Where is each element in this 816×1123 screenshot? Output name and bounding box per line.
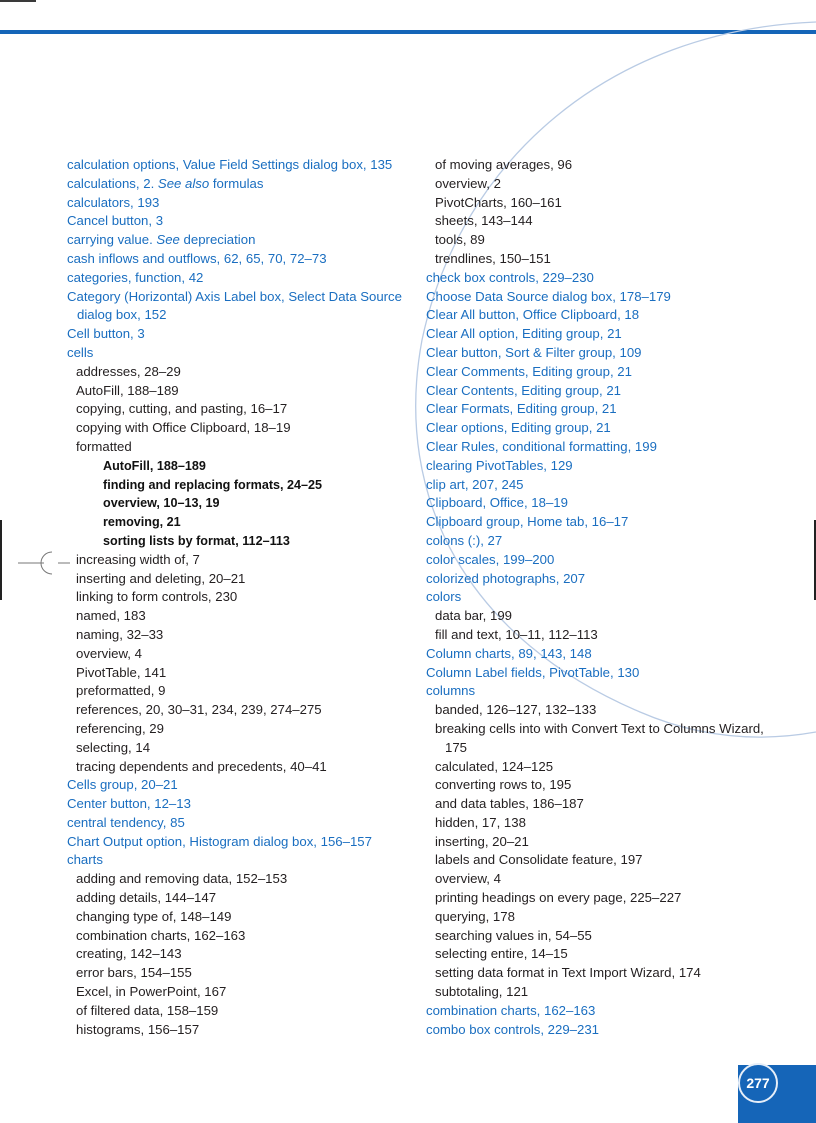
index-entry-level-0 xyxy=(426,588,776,607)
index-entry-text: finding and replacing formats, 24–25 xyxy=(103,477,323,492)
index-entry-text: searching values in, 54–55 xyxy=(435,927,592,943)
index-entry-text: Column Label fields, PivotTable, 130 xyxy=(426,664,640,680)
index-entry-text: sheets, 143–144 xyxy=(435,213,533,229)
index-entry-level-0 xyxy=(67,250,407,269)
index-entry-level-1 xyxy=(426,701,776,720)
index-entry-level-0 xyxy=(67,156,407,175)
index-entry-text: Chart Output option, Histogram dialog box, 156–157 xyxy=(67,833,372,849)
index-entry-text: addresses, 28–29 xyxy=(76,363,181,379)
index-entry-level-1 xyxy=(67,964,407,983)
index-entry-level-0 xyxy=(67,814,407,833)
index-entry-text: calculators, 193 xyxy=(67,194,160,210)
index-entry-level-0 xyxy=(426,363,776,382)
cross-reference-target: depreciation xyxy=(179,232,256,248)
index-entry-text: changing type of, 148–149 xyxy=(76,908,232,924)
index-entry-level-0 xyxy=(426,382,776,401)
index-entry-level-1 xyxy=(426,626,776,645)
index-entry-level-2 xyxy=(67,532,407,551)
index-entry-level-1 xyxy=(426,720,776,758)
index-entry-level-1 xyxy=(426,795,776,814)
index-entry-level-1 xyxy=(426,607,776,626)
index-entry-level-1 xyxy=(67,758,407,777)
index-entry-text: named, 183 xyxy=(76,608,146,624)
index-entry-text: adding details, 144–147 xyxy=(76,890,217,906)
index-entry-level-0 xyxy=(426,325,776,344)
index-entry-text: increasing width of, 7 xyxy=(76,551,200,567)
index-entry-level-1 xyxy=(67,570,407,589)
index-entry-level-0 xyxy=(426,476,776,495)
index-entry-text: setting data format in Text Import Wizard, 174 xyxy=(435,965,701,981)
index-entry-level-2 xyxy=(67,476,407,495)
index-entry-text: linking to form controls, 230 xyxy=(76,589,238,605)
index-entry-text: naming, 32–33 xyxy=(76,626,164,642)
index-entry-level-1 xyxy=(67,927,407,946)
index-entry-text: Clear Contents, Editing group, 21 xyxy=(426,382,621,398)
index-entry-level-1 xyxy=(67,682,407,701)
index-entry-level-1 xyxy=(426,194,776,213)
index-entry-text: Clear All button, Office Clipboard, 18 xyxy=(426,307,640,323)
index-entry-text: Center button, 12–13 xyxy=(67,796,191,812)
index-entry-level-1 xyxy=(67,382,407,401)
index-entry-text: cells xyxy=(67,344,94,360)
index-entry-level-1 xyxy=(67,664,407,683)
index-entry-level-0 xyxy=(426,457,776,476)
index-entry-level-1 xyxy=(67,945,407,964)
index-entry-level-1 xyxy=(67,1002,407,1021)
index-entry-level-0 xyxy=(426,344,776,363)
index-entry-level-0 xyxy=(426,288,776,307)
index-entry-level-0 xyxy=(67,795,407,814)
index-entry-text: Clear All option, Editing group, 21 xyxy=(426,326,622,342)
left-edge-mark xyxy=(0,520,2,600)
index-entry-level-0 xyxy=(67,776,407,795)
index-entry-text: Cell button, 3 xyxy=(67,326,145,342)
index-entry-text: Clear button, Sort & Filter group, 109 xyxy=(426,344,642,360)
page-number: 277 xyxy=(746,1075,770,1091)
index-entry-text: of filtered data, 158–159 xyxy=(76,1002,219,1018)
index-entry-level-1 xyxy=(67,588,407,607)
index-entry-text: combination charts, 162–163 xyxy=(76,927,246,943)
index-entry-text: preformatted, 9 xyxy=(76,683,166,699)
index-entry-level-1 xyxy=(67,701,407,720)
index-entry-text: AutoFill, 188–189 xyxy=(76,382,179,398)
index-entry-level-2 xyxy=(67,494,407,513)
index-entry-text: inserting and deleting, 20–21 xyxy=(76,570,246,586)
index-entry-level-0 xyxy=(426,1021,776,1040)
index-entry-text: AutoFill, 188–189 xyxy=(103,458,206,473)
index-entry-level-0 xyxy=(67,231,407,250)
index-entry-text: clip art, 207, 245 xyxy=(426,476,524,492)
index-entry-text: Clear options, Editing group, 21 xyxy=(426,420,611,436)
index-entry-text: formatted xyxy=(76,438,132,454)
cross-reference-label: See xyxy=(156,232,180,248)
index-entry-level-1 xyxy=(67,419,407,438)
index-entry-text: combo box controls, 229–231 xyxy=(426,1021,600,1037)
index-entry-text: removing, 21 xyxy=(103,515,181,530)
index-entry-text: creating, 142–143 xyxy=(76,946,182,962)
index-entry-level-1 xyxy=(67,908,407,927)
page-number-badge xyxy=(738,1063,778,1103)
index-entry-text: Clear Formats, Editing group, 21 xyxy=(426,401,617,417)
index-entry-text: breaking cells into with Convert Text to Columns Wizard, 175 xyxy=(435,720,764,755)
index-entry-text: of moving averages, 96 xyxy=(435,157,573,172)
index-entry-level-0 xyxy=(426,494,776,513)
index-entry-level-0 xyxy=(67,269,407,288)
index-entry-text: histograms, 156–157 xyxy=(76,1021,200,1037)
index-entry-text: copying, cutting, and pasting, 16–17 xyxy=(76,401,288,417)
header-rule xyxy=(0,30,816,34)
index-entry-level-1 xyxy=(426,814,776,833)
index-entry-level-0 xyxy=(426,645,776,664)
index-entry-text: banded, 126–127, 132–133 xyxy=(435,702,597,718)
index-entry-level-0 xyxy=(67,288,407,326)
index-entry-level-0 xyxy=(67,175,407,194)
index-entry-level-1 xyxy=(67,551,407,570)
index-entry-level-1 xyxy=(67,720,407,739)
index-entry-text: and data tables, 186–187 xyxy=(435,796,584,812)
index-entry-text: Clear Comments, Editing group, 21 xyxy=(426,363,632,379)
index-entry-level-1 xyxy=(67,607,407,626)
index-entry-text: error bars, 154–155 xyxy=(76,965,192,981)
index-entry-level-1 xyxy=(426,212,776,231)
index-entry-level-1 xyxy=(67,739,407,758)
index-entry-level-2 xyxy=(67,513,407,532)
index-entry-text: adding and removing data, 152–153 xyxy=(76,871,288,887)
index-entry-text: Excel, in PowerPoint, 167 xyxy=(76,984,227,1000)
index-entry-level-0 xyxy=(426,532,776,551)
index-entry-level-0 xyxy=(426,419,776,438)
index-entry-level-1 xyxy=(426,927,776,946)
index-entry-text: Category (Horizontal) Axis Label box, Select Data Source dialog box, 152 xyxy=(67,288,402,323)
index-entry-text: PivotCharts, 160–161 xyxy=(435,194,562,210)
index-entry-level-0 xyxy=(426,1002,776,1021)
index-entry-text: querying, 178 xyxy=(435,908,515,924)
index-entry-text: selecting, 14 xyxy=(76,739,151,755)
index-entry-text: overview, 2 xyxy=(435,175,501,191)
index-entry-text: calculations, 2. xyxy=(67,175,158,191)
index-column-right xyxy=(426,156,776,1039)
index-entry-text: overview, 4 xyxy=(76,645,142,661)
index-entry-level-1 xyxy=(426,833,776,852)
index-entry-text: PivotTable, 141 xyxy=(76,664,167,680)
index-entry-level-0 xyxy=(426,682,776,701)
index-entry-level-1 xyxy=(67,1021,407,1040)
index-entry-level-0 xyxy=(67,325,407,344)
index-entry-level-1 xyxy=(67,870,407,889)
index-entry-level-1 xyxy=(426,983,776,1002)
index-entry-level-0 xyxy=(67,851,407,870)
index-entry-text: colors xyxy=(426,589,462,605)
index-entry-level-0 xyxy=(426,306,776,325)
index-entry-level-0 xyxy=(426,400,776,419)
index-entry-text: sorting lists by format, 112–113 xyxy=(103,533,290,548)
index-entry-level-0 xyxy=(67,344,407,363)
index-entry-text: selecting entire, 14–15 xyxy=(435,946,568,962)
index-entry-text: color scales, 199–200 xyxy=(426,551,555,567)
index-entry-level-1 xyxy=(426,851,776,870)
index-entry-level-0 xyxy=(426,570,776,589)
index-entry-level-0 xyxy=(67,212,407,231)
index-entry-level-1 xyxy=(426,250,776,269)
index-entry-level-0 xyxy=(426,513,776,532)
index-entry-text: cash inflows and outflows, 62, 65, 70, 72–73 xyxy=(67,250,327,266)
index-entry-text: calculated, 124–125 xyxy=(435,758,554,774)
index-entry-level-0 xyxy=(426,269,776,288)
index-entry-text: copying with Office Clipboard, 18–19 xyxy=(76,420,291,436)
index-entry-text: inserting, 20–21 xyxy=(435,833,529,849)
index-entry-text: converting rows to, 195 xyxy=(435,777,572,793)
index-entry-text: calculation options, Value Field Settings dialog box, 135 xyxy=(67,157,393,172)
index-entry-level-1 xyxy=(426,908,776,927)
index-entry-level-1 xyxy=(426,758,776,777)
index-entry-text: tracing dependents and precedents, 40–41 xyxy=(76,758,327,774)
index-entry-level-1 xyxy=(426,175,776,194)
index-entry-text: printing headings on every page, 225–227 xyxy=(435,890,682,906)
index-entry-text: overview, 4 xyxy=(435,871,501,887)
index-entry-text: data bar, 199 xyxy=(435,608,512,624)
index-entry-text: subtotaling, 121 xyxy=(435,984,529,1000)
index-entry-text: Column charts, 89, 143, 148 xyxy=(426,645,592,661)
index-entry-text: fill and text, 10–11, 112–113 xyxy=(435,626,598,642)
index-entry-text: check box controls, 229–230 xyxy=(426,269,594,285)
index-entry-level-1 xyxy=(67,438,407,457)
index-entry-level-0 xyxy=(426,551,776,570)
index-entry-text: Choose Data Source dialog box, 178–179 xyxy=(426,288,671,304)
index-entry-text: central tendency, 85 xyxy=(67,814,185,830)
cross-reference-target: formulas xyxy=(209,175,264,191)
index-entry-level-1 xyxy=(67,645,407,664)
index-entry-text: colons (:), 27 xyxy=(426,532,503,548)
index-entry-text: references, 20, 30–31, 234, 239, 274–275 xyxy=(76,702,322,718)
index-entry-level-2 xyxy=(67,457,407,476)
cross-reference-label: See also xyxy=(157,175,210,191)
index-entry-level-1 xyxy=(67,626,407,645)
index-entry-level-1 xyxy=(426,964,776,983)
index-entry-level-1 xyxy=(426,945,776,964)
index-entry-level-1 xyxy=(426,870,776,889)
index-entry-text: Cells group, 20–21 xyxy=(67,777,178,793)
index-entry-level-0 xyxy=(426,664,776,683)
index-entry-level-1 xyxy=(67,363,407,382)
index-entry-text: trendlines, 150–151 xyxy=(435,250,551,266)
index-entry-level-1 xyxy=(426,776,776,795)
index-entry-text: labels and Consolidate feature, 197 xyxy=(435,852,643,868)
index-entry-level-1 xyxy=(426,231,776,250)
index-entry-text: charts xyxy=(67,852,103,868)
index-entry-text: carrying value. xyxy=(67,232,157,248)
index-entry-text: combination charts, 162–163 xyxy=(426,1002,596,1018)
index-entry-text: Clipboard, Office, 18–19 xyxy=(426,495,568,511)
index-entry-text: colorized photographs, 207 xyxy=(426,570,586,586)
registration-mark-icon xyxy=(18,548,70,578)
index-entry-level-1 xyxy=(67,889,407,908)
index-entry-text: overview, 10–13, 19 xyxy=(103,496,220,511)
index-entry-level-0 xyxy=(67,833,407,852)
index-entry-text: Clear Rules, conditional formatting, 199 xyxy=(426,438,657,454)
top-corner-mark xyxy=(0,0,36,2)
index-entry-level-0 xyxy=(426,438,776,457)
index-entry-level-1 xyxy=(426,156,776,175)
index-entry-level-1 xyxy=(67,983,407,1002)
index-column-left xyxy=(67,156,407,1039)
index-entry-text: referencing, 29 xyxy=(76,720,164,736)
index-entry-text: Clipboard group, Home tab, 16–17 xyxy=(426,514,629,530)
index-entry-text: Cancel button, 3 xyxy=(67,213,164,229)
index-entry-text: categories, function, 42 xyxy=(67,269,204,285)
index-entry-level-0 xyxy=(67,194,407,213)
index-entry-text: hidden, 17, 138 xyxy=(435,814,526,830)
index-entry-text: tools, 89 xyxy=(435,232,485,248)
index-entry-text: clearing PivotTables, 129 xyxy=(426,457,573,473)
index-entry-text: columns xyxy=(426,683,476,699)
index-entry-level-1 xyxy=(426,889,776,908)
index-entry-level-1 xyxy=(67,400,407,419)
